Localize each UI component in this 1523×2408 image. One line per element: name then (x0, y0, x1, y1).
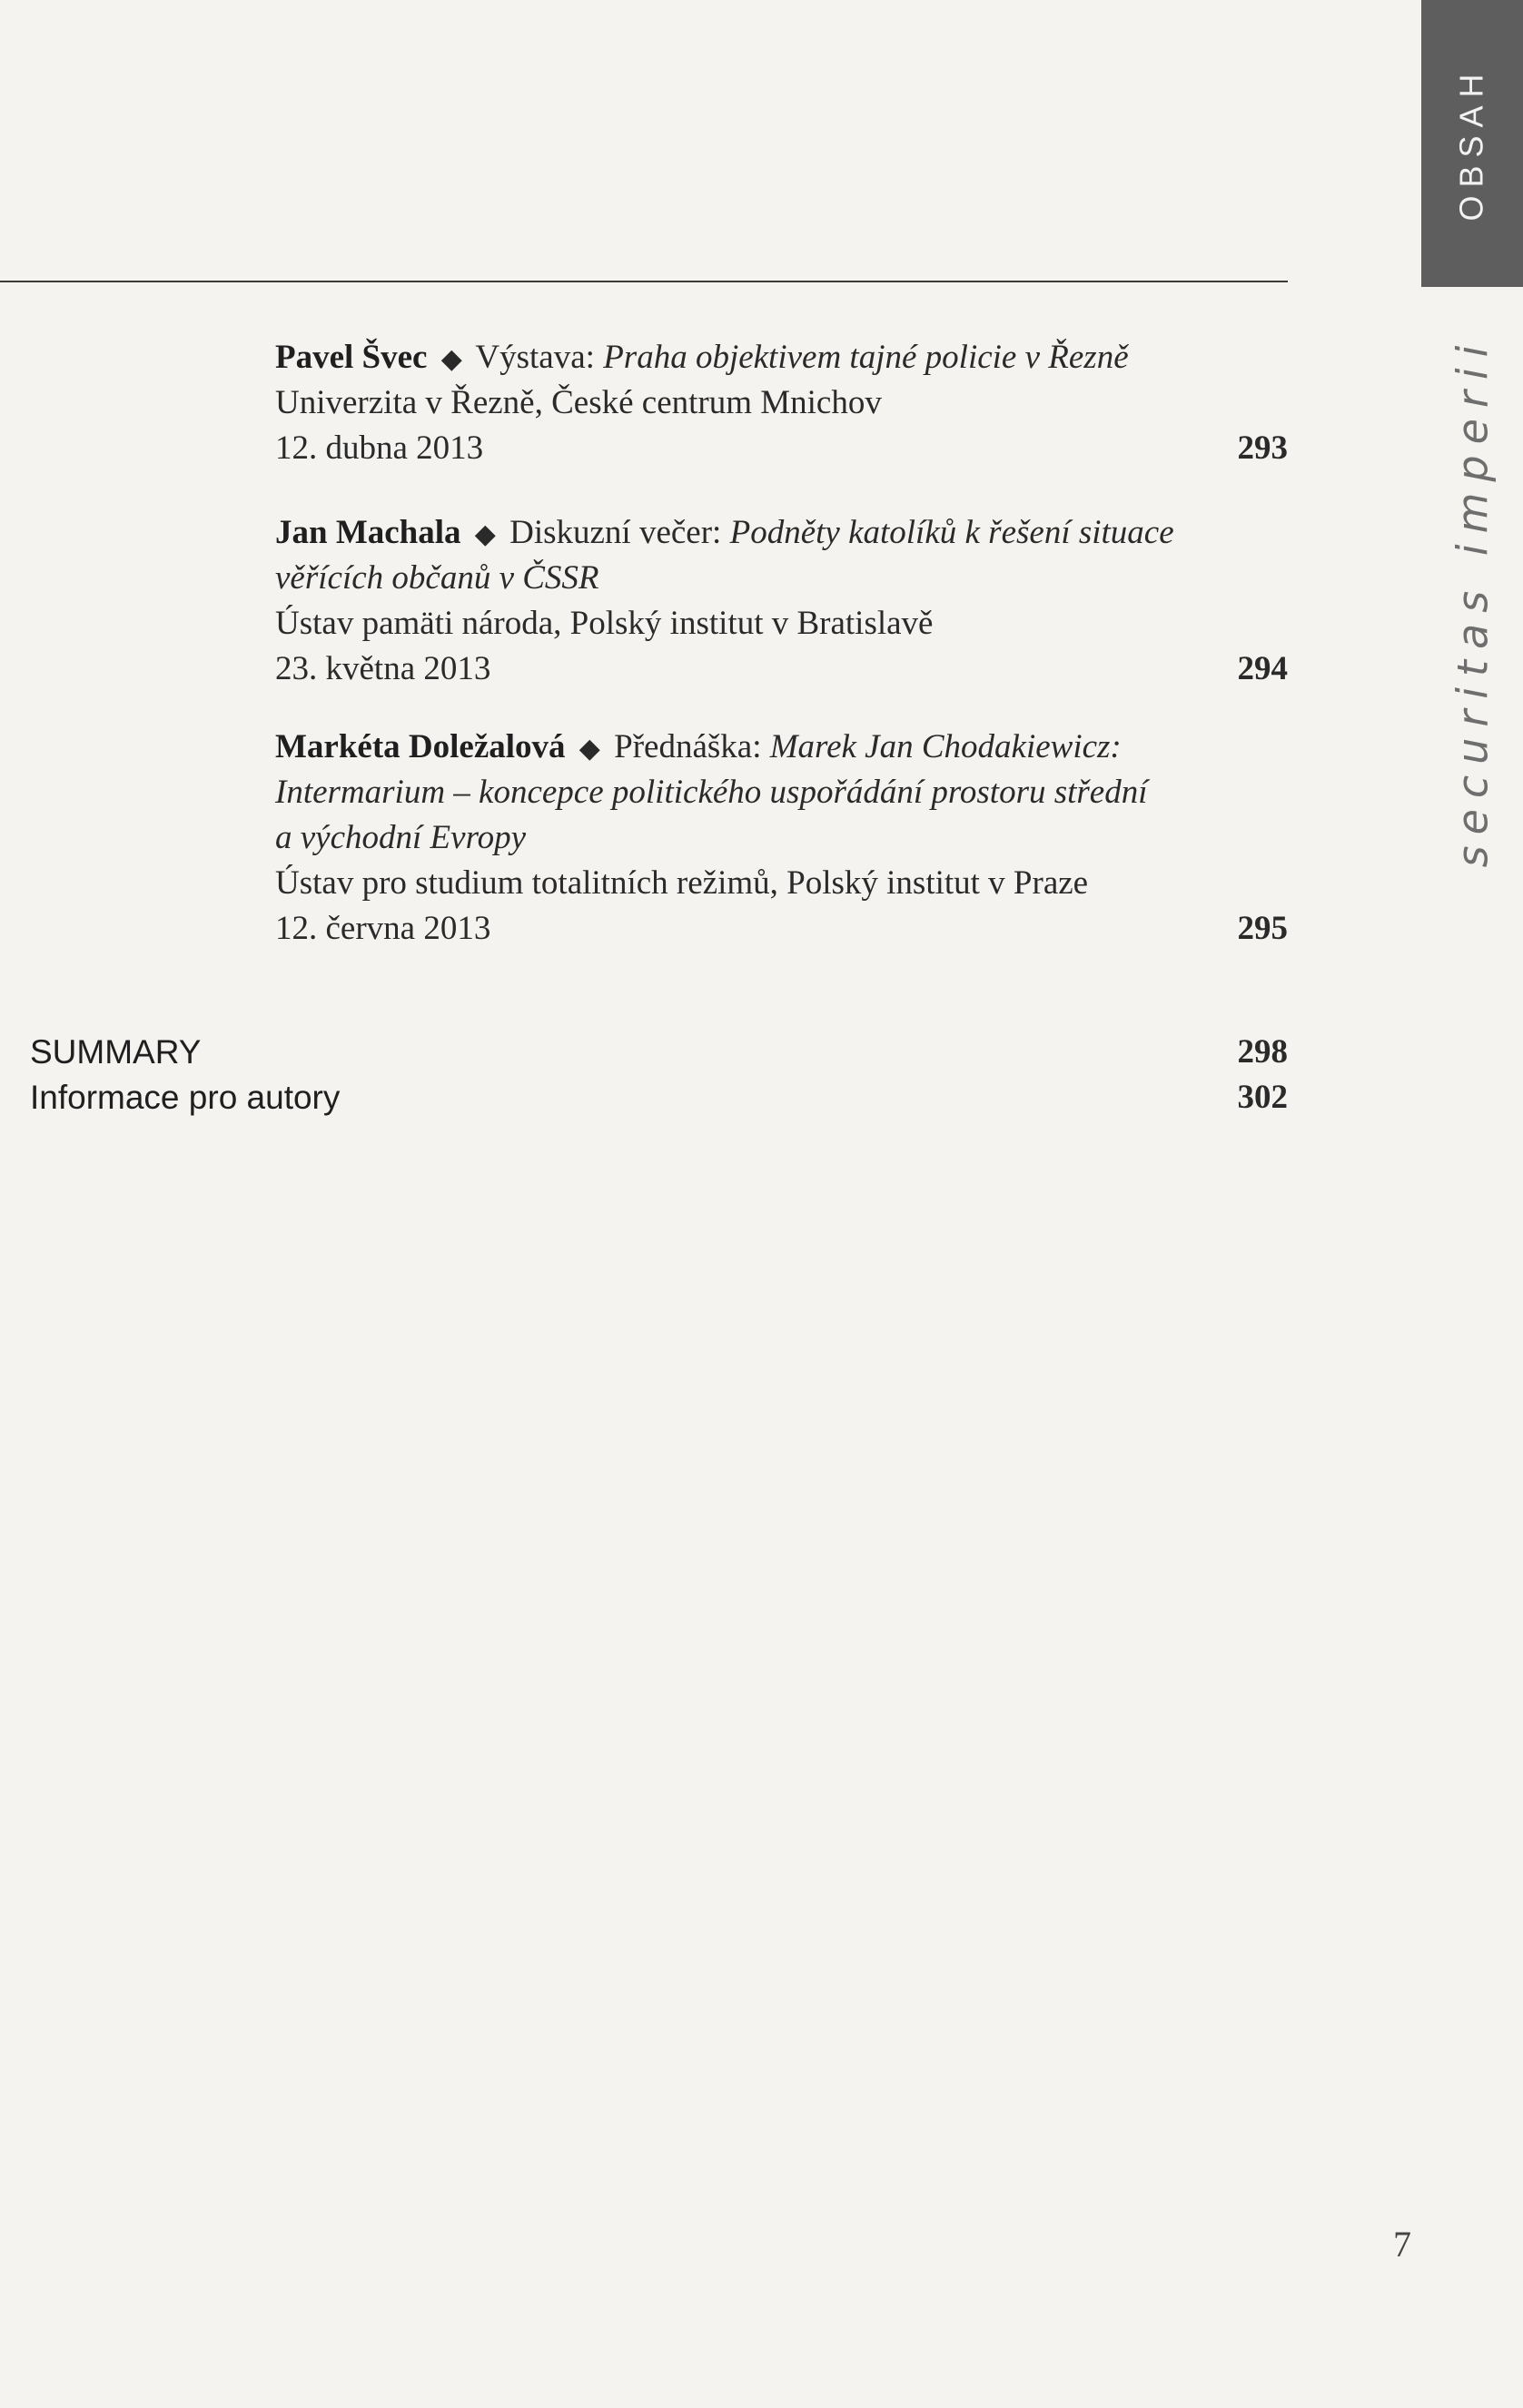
author-info-entry (30, 1075, 1288, 1120)
diamond-icon: ◆ (474, 519, 496, 549)
entry-author: Pavel Švec (275, 339, 428, 376)
entry-venue: Univerzita v Řezně, České centrum Mnichov (275, 384, 882, 421)
header-rule (0, 281, 1288, 282)
entry-date: 12. června 2013 (275, 910, 491, 947)
entry-page-number: 293 (1237, 429, 1288, 467)
diamond-icon: ◆ (579, 734, 600, 764)
toc-entry (275, 335, 1288, 471)
journal-title-vertical (1439, 320, 1505, 883)
author-info-page-number: 302 (1237, 1079, 1288, 1116)
entry-page-number: 295 (1237, 910, 1288, 947)
entry-venue: Ústav pamäti národa, Polský institut v Bratislavě (275, 605, 934, 642)
entry-dateline (275, 906, 1288, 952)
entry-dateline (275, 426, 1288, 471)
section-tab (1421, 0, 1523, 287)
event-type: Výstava: (475, 339, 604, 376)
section-tab-label: OBSAH (1453, 65, 1491, 222)
toc-entry (275, 725, 1288, 952)
entry-author: Markéta Doležalová (275, 728, 566, 765)
entry-line (275, 510, 1288, 556)
summary-entry (30, 1030, 1288, 1075)
diamond-icon: ◆ (440, 344, 462, 374)
event-title-continued: Intermarium – koncepce politického uspořádání prostoru střední (275, 774, 1148, 811)
entry-date: 12. dubna 2013 (275, 429, 484, 467)
event-title: Podněty katolíků k řešení situace (729, 514, 1174, 551)
toc-entry (275, 510, 1288, 692)
event-title: Marek Jan Chodakiewicz: (769, 728, 1122, 765)
entry-author: Jan Machala (275, 514, 461, 551)
event-type: Diskuzní večer: (509, 514, 730, 551)
entry-date: 23. května 2013 (275, 650, 491, 687)
entry-dateline (275, 646, 1288, 692)
event-title-continued: věřících občanů v ČSSR (275, 559, 599, 597)
summary-label: SUMMARY (30, 1033, 202, 1071)
journal-title-text: securitas imperii (1448, 334, 1497, 868)
entry-line (275, 335, 1288, 380)
entry-venue: Ústav pro studium totalitních režimů, Polský institut v Praze (275, 864, 1089, 902)
page-folio: 7 (1393, 2224, 1411, 2265)
event-title: Praha objektivem tajné policie v Řezně (603, 339, 1129, 376)
event-title-continued: a východní Evropy (275, 819, 527, 856)
summary-page-number: 298 (1237, 1033, 1288, 1071)
entry-page-number: 294 (1237, 650, 1288, 687)
event-type: Přednáška: (614, 728, 770, 765)
entry-line (275, 725, 1288, 770)
author-info-label: Informace pro autory (30, 1079, 341, 1116)
